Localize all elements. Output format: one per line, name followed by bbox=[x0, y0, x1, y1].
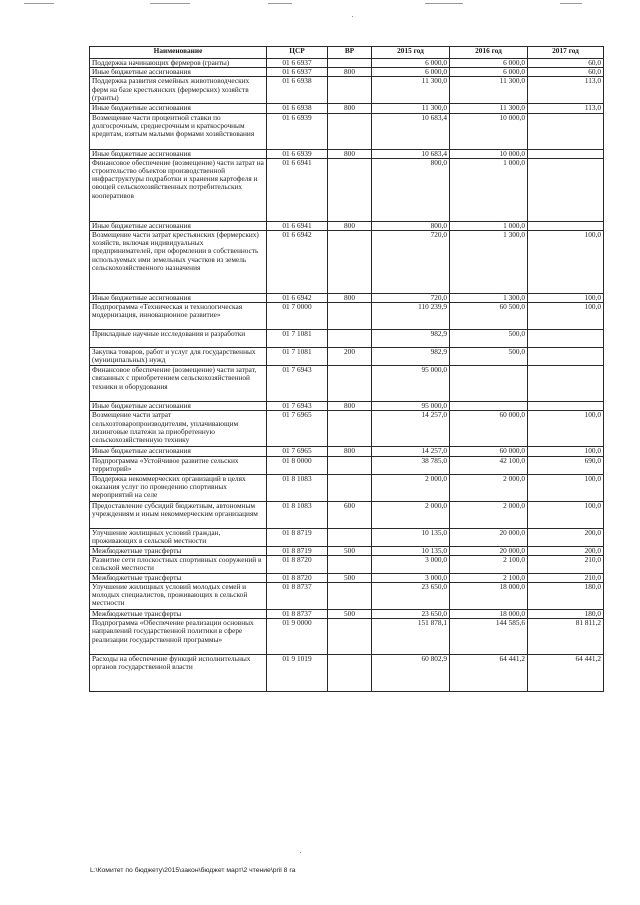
cell-name: Межбюджетные трансферты bbox=[90, 546, 267, 555]
cell-2015: 110 239,9 bbox=[372, 303, 450, 330]
cell-2017: 60,0 bbox=[528, 68, 604, 77]
cell-2015: 151 878,1 bbox=[372, 619, 450, 655]
cell-2015: 60 802,9 bbox=[372, 655, 450, 692]
cell-name: Иные бюджетные ассигнования bbox=[90, 221, 267, 230]
cell-2015: 11 300,0 bbox=[372, 77, 450, 104]
cell-name: Иные бюджетные ассигнования bbox=[90, 68, 267, 77]
cell-2016: 1 300,0 bbox=[450, 231, 528, 294]
cell-2016: 11 300,0 bbox=[450, 77, 528, 104]
cell-2016: 1 300,0 bbox=[450, 294, 528, 303]
header-2015: 2015 год bbox=[372, 47, 450, 59]
cell-2016: 60 500,0 bbox=[450, 303, 528, 330]
cell-2016: 20 000,0 bbox=[450, 528, 528, 546]
cell-vr: 500 bbox=[328, 546, 372, 555]
cell-vr: 800 bbox=[328, 294, 372, 303]
cell-2017: 113,0 bbox=[528, 104, 604, 113]
table-row bbox=[90, 68, 604, 77]
cell-2015: 14 257,0 bbox=[372, 411, 450, 447]
cell-2017: 100,0 bbox=[528, 294, 604, 303]
table-row bbox=[90, 411, 604, 447]
cell-csr: 01 9 0000 bbox=[267, 619, 328, 655]
cell-2016: 2 100,0 bbox=[450, 555, 528, 573]
cell-vr bbox=[328, 330, 372, 348]
cell-2015: 95 000,0 bbox=[372, 402, 450, 411]
cell-name: Развитие сети плоскостных спортивных сооружений в сельской местности bbox=[90, 555, 267, 573]
cell-name: Возмещение части затрат сельхозтоваропроизводителям, уплачивающим лизинговые платежи за приобретенную сельскохозяйственную технику bbox=[90, 411, 267, 447]
table-row bbox=[90, 104, 604, 113]
cell-2017: 100,0 bbox=[528, 411, 604, 447]
cell-csr: 01 7 6965 bbox=[267, 447, 328, 456]
cell-vr bbox=[328, 158, 372, 221]
cell-csr: 01 8 8720 bbox=[267, 555, 328, 573]
cell-vr: 800 bbox=[328, 104, 372, 113]
table-row bbox=[90, 528, 604, 546]
cell-vr: 800 bbox=[328, 447, 372, 456]
cell-csr: 01 8 8719 bbox=[267, 528, 328, 546]
cell-name: Иные бюджетные ассигнования bbox=[90, 294, 267, 303]
cell-name: Возмещение части процентной ставки по долгосрочным, среднесрочным и краткосрочным кредитам, взятым малыми формами хозяйствования bbox=[90, 113, 267, 149]
cell-name: Финансовое обеспечение (возмещение) части затрат на строительство объектов производственной инфраструктуры подработки и хранения картофеля и овощей сельскохозяйственных потребительских кооперативов bbox=[90, 158, 267, 221]
cell-name: Прикладные научные исследования и разработки bbox=[90, 330, 267, 348]
cell-vr bbox=[328, 456, 372, 474]
cell-2017: 100,0 bbox=[528, 447, 604, 456]
table-row bbox=[90, 231, 604, 294]
cell-csr: 01 7 6943 bbox=[267, 366, 328, 402]
header-vr: ВР bbox=[328, 47, 372, 59]
table-row bbox=[90, 619, 604, 655]
cell-csr: 01 6 6937 bbox=[267, 68, 328, 77]
cell-2015: 982,9 bbox=[372, 348, 450, 366]
cell-vr bbox=[328, 474, 372, 501]
cell-name: Расходы на обеспечение функций исполнительных органов государственной власти bbox=[90, 655, 267, 692]
cell-2016: 2 100,0 bbox=[450, 573, 528, 582]
cell-2017 bbox=[528, 113, 604, 149]
table-row bbox=[90, 583, 604, 610]
cell-2016: 10 000,0 bbox=[450, 113, 528, 149]
cell-csr: 01 7 1081 bbox=[267, 348, 328, 366]
cell-2015: 95 000,0 bbox=[372, 366, 450, 402]
cell-name: Межбюджетные трансферты bbox=[90, 573, 267, 582]
cell-2017: 81 811,2 bbox=[528, 619, 604, 655]
cell-csr: 01 8 8720 bbox=[267, 573, 328, 582]
cell-name: Финансовое обеспечение (возмещение) части затрат, связанных с приобретением сельскохозяйственной техники и оборудования bbox=[90, 366, 267, 402]
cell-vr bbox=[328, 366, 372, 402]
cell-2016: 1 000,0 bbox=[450, 221, 528, 230]
cell-csr: 01 7 6965 bbox=[267, 411, 328, 447]
cell-2017: 100,0 bbox=[528, 474, 604, 501]
cell-2017: 100,0 bbox=[528, 501, 604, 528]
cell-vr: 800 bbox=[328, 402, 372, 411]
cell-2017: 113,0 bbox=[528, 77, 604, 104]
cell-vr bbox=[328, 231, 372, 294]
file-path-footer: L:\Комитет по бюджету\2015\закон\бюджет март\2 чтение\pril 8 ra bbox=[90, 867, 296, 874]
cell-2016: 2 000,0 bbox=[450, 474, 528, 501]
cell-2017: 60,0 bbox=[528, 59, 604, 68]
cell-2015: 10 683,4 bbox=[372, 149, 450, 158]
header-2016: 2016 год bbox=[450, 47, 528, 59]
cell-csr: 01 7 1081 bbox=[267, 330, 328, 348]
cell-2015: 720,0 bbox=[372, 294, 450, 303]
cell-2016: 10 000,0 bbox=[450, 149, 528, 158]
table-row bbox=[90, 221, 604, 230]
cell-2016: 500,0 bbox=[450, 348, 528, 366]
cell-csr: 01 7 0000 bbox=[267, 303, 328, 330]
cell-name: Поддержка развития семейных животноводческих ферм на базе крестьянских (фермерских) хозяйств (гранты) bbox=[90, 77, 267, 104]
cell-2017 bbox=[528, 402, 604, 411]
table-row bbox=[90, 113, 604, 149]
scan-speck bbox=[300, 852, 301, 853]
cell-2016: 500,0 bbox=[450, 330, 528, 348]
table-row bbox=[90, 330, 604, 348]
cell-2015: 2 000,0 bbox=[372, 474, 450, 501]
cell-name: Подпрограмма «Устойчивое развитие сельских территорий» bbox=[90, 456, 267, 474]
cell-name: Возмещение части затрат крестьянских (фермерских) хозяйств, включая индивидуальных предпринимателей, при оформлении в собственность используемых ими земельных участков из земель сельскохозяйственного назначения bbox=[90, 231, 267, 294]
table-row bbox=[90, 456, 604, 474]
cell-name: Предоставление субсидий бюджетным, автономным учреждениям и иным некоммерческим организациям bbox=[90, 501, 267, 528]
cell-2017: 180,0 bbox=[528, 610, 604, 619]
cell-2017: 64 441,2 bbox=[528, 655, 604, 692]
table-header-row bbox=[90, 47, 604, 59]
cell-2015: 6 000,0 bbox=[372, 68, 450, 77]
cell-csr: 01 7 6943 bbox=[267, 402, 328, 411]
cell-name: Поддержка начинающих фермеров (гранты) bbox=[90, 59, 267, 68]
cell-2015: 23 650,0 bbox=[372, 583, 450, 610]
budget-table bbox=[89, 46, 604, 692]
table-row bbox=[90, 348, 604, 366]
cell-vr bbox=[328, 303, 372, 330]
cell-2015: 720,0 bbox=[372, 231, 450, 294]
cell-2016: 6 000,0 bbox=[450, 59, 528, 68]
cell-2017: 210,0 bbox=[528, 555, 604, 573]
cell-csr: 01 6 6941 bbox=[267, 221, 328, 230]
cell-2015: 3 000,0 bbox=[372, 573, 450, 582]
cell-name: Закупка товаров, работ и услуг для государственных (муниципальных) нужд bbox=[90, 348, 267, 366]
cell-csr: 01 8 1083 bbox=[267, 474, 328, 501]
cell-vr bbox=[328, 655, 372, 692]
header-csr: ЦСР bbox=[267, 47, 328, 59]
table-row bbox=[90, 610, 604, 619]
cell-vr bbox=[328, 619, 372, 655]
cell-2017: 200,0 bbox=[528, 546, 604, 555]
cell-2015: 14 257,0 bbox=[372, 447, 450, 456]
cell-2016: 18 000,0 bbox=[450, 583, 528, 610]
cell-2016: 6 000,0 bbox=[450, 68, 528, 77]
cell-csr: 01 8 8719 bbox=[267, 546, 328, 555]
cell-csr: 01 8 1083 bbox=[267, 501, 328, 528]
cell-2015: 23 650,0 bbox=[372, 610, 450, 619]
cell-2017: 200,0 bbox=[528, 528, 604, 546]
scan-top-edge bbox=[0, 0, 640, 8]
cell-2016: 11 300,0 bbox=[450, 104, 528, 113]
table-row bbox=[90, 158, 604, 221]
cell-2016: 64 441,2 bbox=[450, 655, 528, 692]
cell-name: Подпрограмма «Обеспечение реализации основных направлений государственной политики в сфере реализации государственной программы» bbox=[90, 619, 267, 655]
cell-2017 bbox=[528, 149, 604, 158]
cell-2016: 1 000,0 bbox=[450, 158, 528, 221]
cell-2015: 38 785,0 bbox=[372, 456, 450, 474]
header-name: Наименование bbox=[90, 47, 267, 59]
table-row bbox=[90, 366, 604, 402]
cell-name: Межбюджетные трансферты bbox=[90, 610, 267, 619]
cell-csr: 01 9 1019 bbox=[267, 655, 328, 692]
cell-2015: 800,0 bbox=[372, 221, 450, 230]
cell-csr: 01 8 8737 bbox=[267, 610, 328, 619]
table-row bbox=[90, 546, 604, 555]
cell-vr bbox=[328, 77, 372, 104]
cell-2016: 144 585,6 bbox=[450, 619, 528, 655]
cell-2015: 2 000,0 bbox=[372, 501, 450, 528]
cell-2015: 800,0 bbox=[372, 158, 450, 221]
table-row bbox=[90, 447, 604, 456]
cell-vr: 800 bbox=[328, 221, 372, 230]
cell-2016: 42 100,0 bbox=[450, 456, 528, 474]
cell-2016 bbox=[450, 402, 528, 411]
cell-2016 bbox=[450, 366, 528, 402]
cell-2015: 11 300,0 bbox=[372, 104, 450, 113]
cell-2015: 10 683,4 bbox=[372, 113, 450, 149]
cell-csr: 01 6 6938 bbox=[267, 104, 328, 113]
cell-vr bbox=[328, 528, 372, 546]
cell-2017: 100,0 bbox=[528, 303, 604, 330]
cell-2015: 982,9 bbox=[372, 330, 450, 348]
cell-2017 bbox=[528, 221, 604, 230]
cell-2017: 180,0 bbox=[528, 583, 604, 610]
cell-csr: 01 6 6942 bbox=[267, 294, 328, 303]
cell-2017 bbox=[528, 330, 604, 348]
cell-2017 bbox=[528, 348, 604, 366]
table-row bbox=[90, 573, 604, 582]
cell-vr bbox=[328, 113, 372, 149]
cell-2017: 210,0 bbox=[528, 573, 604, 582]
cell-csr: 01 8 0000 bbox=[267, 456, 328, 474]
cell-name: Улучшение жилищных условий граждан, проживающих в сельской местности bbox=[90, 528, 267, 546]
cell-csr: 01 6 6942 bbox=[267, 231, 328, 294]
cell-csr: 01 8 8737 bbox=[267, 583, 328, 610]
cell-2016: 2 000,0 bbox=[450, 501, 528, 528]
cell-name: Иные бюджетные ассигнования bbox=[90, 104, 267, 113]
cell-2015: 10 135,0 bbox=[372, 546, 450, 555]
cell-vr bbox=[328, 59, 372, 68]
scan-speck bbox=[352, 16, 353, 17]
cell-csr: 01 6 6938 bbox=[267, 77, 328, 104]
cell-2017: 100,0 bbox=[528, 231, 604, 294]
cell-name: Улучшение жилищных условий молодых семей и молодых специалистов, проживающих в сельской местности bbox=[90, 583, 267, 610]
table-row bbox=[90, 655, 604, 692]
cell-2017 bbox=[528, 366, 604, 402]
cell-2016: 60 000,0 bbox=[450, 411, 528, 447]
table-row bbox=[90, 294, 604, 303]
cell-vr: 200 bbox=[328, 348, 372, 366]
cell-name: Подпрограмма «Техническая и технологическая модернизация, инновационное развитие» bbox=[90, 303, 267, 330]
cell-2016: 60 000,0 bbox=[450, 447, 528, 456]
cell-2017: 690,0 bbox=[528, 456, 604, 474]
header-2017: 2017 год bbox=[528, 47, 604, 59]
cell-name: Иные бюджетные ассигнования bbox=[90, 402, 267, 411]
cell-csr: 01 6 6937 bbox=[267, 59, 328, 68]
cell-2015: 10 135,0 bbox=[372, 528, 450, 546]
cell-2016: 20 000,0 bbox=[450, 546, 528, 555]
table-row bbox=[90, 77, 604, 104]
table-row bbox=[90, 149, 604, 158]
table-row bbox=[90, 303, 604, 330]
cell-2016: 18 000,0 bbox=[450, 610, 528, 619]
cell-vr bbox=[328, 583, 372, 610]
cell-2015: 6 000,0 bbox=[372, 59, 450, 68]
cell-vr: 800 bbox=[328, 149, 372, 158]
cell-name: Иные бюджетные ассигнования bbox=[90, 149, 267, 158]
cell-2017 bbox=[528, 158, 604, 221]
cell-vr bbox=[328, 555, 372, 573]
table-row bbox=[90, 501, 604, 528]
cell-vr: 800 bbox=[328, 68, 372, 77]
cell-name: Иные бюджетные ассигнования bbox=[90, 447, 267, 456]
table-row bbox=[90, 474, 604, 501]
table-row bbox=[90, 555, 604, 573]
cell-csr: 01 6 6939 bbox=[267, 113, 328, 149]
cell-2015: 3 000,0 bbox=[372, 555, 450, 573]
cell-name: Поддержка некоммерческих организаций в целях оказания услуг по проведению спортивных мероприятий на селе bbox=[90, 474, 267, 501]
cell-csr: 01 6 6941 bbox=[267, 158, 328, 221]
cell-vr: 500 bbox=[328, 573, 372, 582]
cell-vr bbox=[328, 411, 372, 447]
cell-vr: 500 bbox=[328, 610, 372, 619]
table-row bbox=[90, 59, 604, 68]
table-row bbox=[90, 402, 604, 411]
cell-vr: 600 bbox=[328, 501, 372, 528]
cell-csr: 01 6 6939 bbox=[267, 149, 328, 158]
